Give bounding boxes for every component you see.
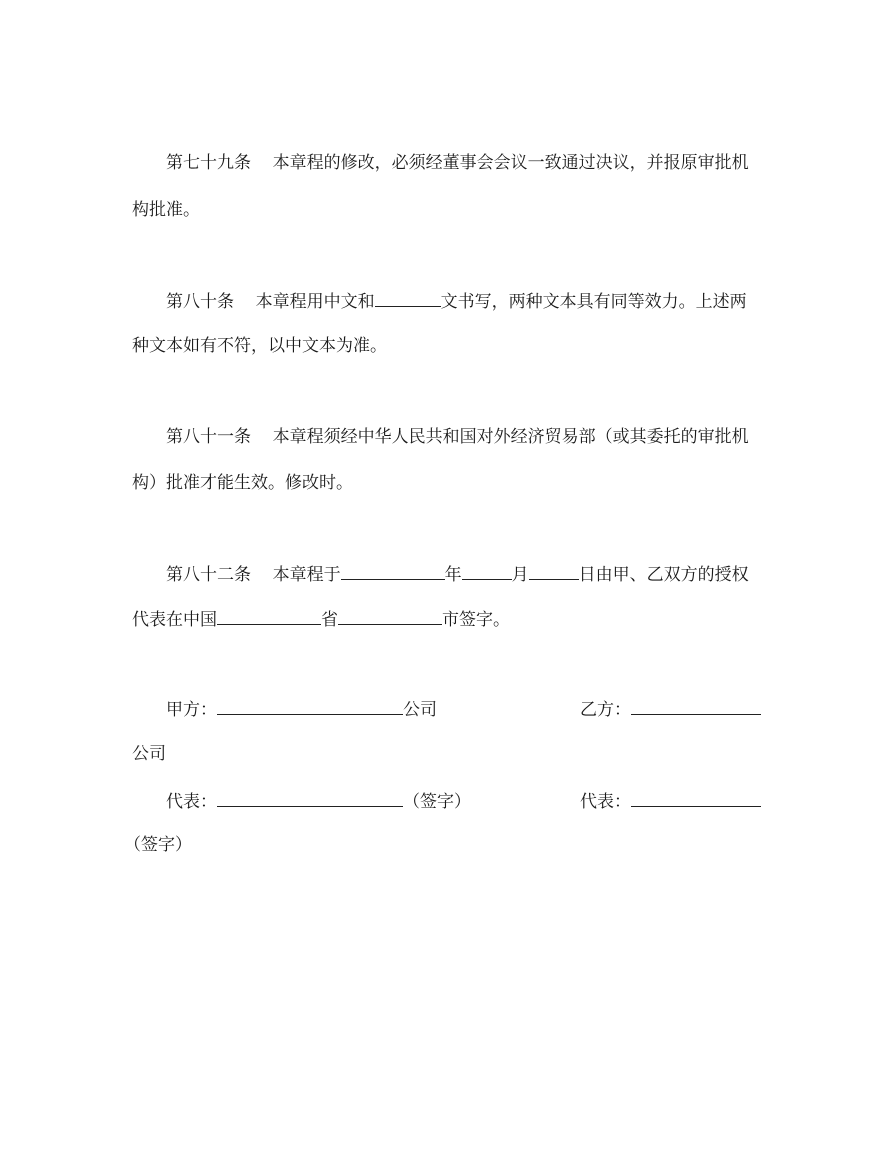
article-text: 本章程的修改，必须经董事会会议一致通过决议，并报原审批机 [272,153,749,173]
article-79-line-1 [166,153,749,173]
article-text: 构）批准才能生效。修改时。 [132,473,353,493]
rep-b-suffix: （签字） [124,835,192,855]
fill-in-blank-day[interactable] [529,563,579,580]
article-number: 第八十条 [166,292,234,312]
article-text: 日由甲、乙双方的授权 [578,565,749,585]
article-81-line-1 [166,427,749,447]
article-text: 市签字。 [442,610,510,630]
article-text: 文书写，两种文本具有同等效力。上述两 [440,292,747,312]
party-b-name-blank[interactable] [631,698,761,715]
rep-b-suffix-line [124,835,192,855]
article-text: 月 [511,565,529,585]
article-80-line-1 [166,290,747,312]
article-text: 省 [321,610,338,630]
fill-in-blank-month[interactable] [462,563,512,580]
rep-b-label: 代表： [580,792,631,812]
article-number: 第八十二条 [166,565,251,585]
party-b-suffix-line [132,744,166,764]
party-a-label: 甲方： [166,700,217,720]
fill-in-blank-city[interactable] [338,608,442,625]
article-number: 第八十一条 [166,427,251,447]
party-a-suffix: 公司 [403,700,437,720]
article-text: 本章程用中文和 [255,292,375,312]
article-text: 年 [444,565,462,585]
article-number: 第七十九条 [166,153,251,173]
party-a-line [166,698,437,720]
rep-b-line [580,790,761,812]
article-79-line-2 [132,200,200,220]
rep-a-line [166,790,471,812]
article-81-line-2 [132,473,353,493]
article-text: 本章程须经中华人民共和国对外经济贸易部（或其委托的审批机 [272,427,749,447]
rep-a-label: 代表： [166,792,217,812]
article-text: 本章程于 [272,565,341,585]
article-text: 种文本如有不符，以中文本为准。 [132,336,387,356]
rep-b-signature-blank[interactable] [631,790,761,807]
rep-a-signature-blank[interactable] [217,790,403,807]
party-a-name-blank[interactable] [217,698,403,715]
article-text: 代表在中国 [132,610,217,630]
article-text: 构批准。 [132,200,200,220]
fill-in-blank-year[interactable] [341,563,445,580]
party-b-suffix: 公司 [132,744,166,764]
article-80-line-2 [132,336,387,356]
party-b-line [580,698,761,720]
fill-in-blank-province[interactable] [217,608,321,625]
fill-in-blank-language[interactable] [375,290,441,307]
rep-a-suffix: （签字） [403,792,471,812]
party-b-label: 乙方： [580,700,631,720]
article-82-line-1 [166,563,749,585]
article-82-line-2 [132,608,510,630]
